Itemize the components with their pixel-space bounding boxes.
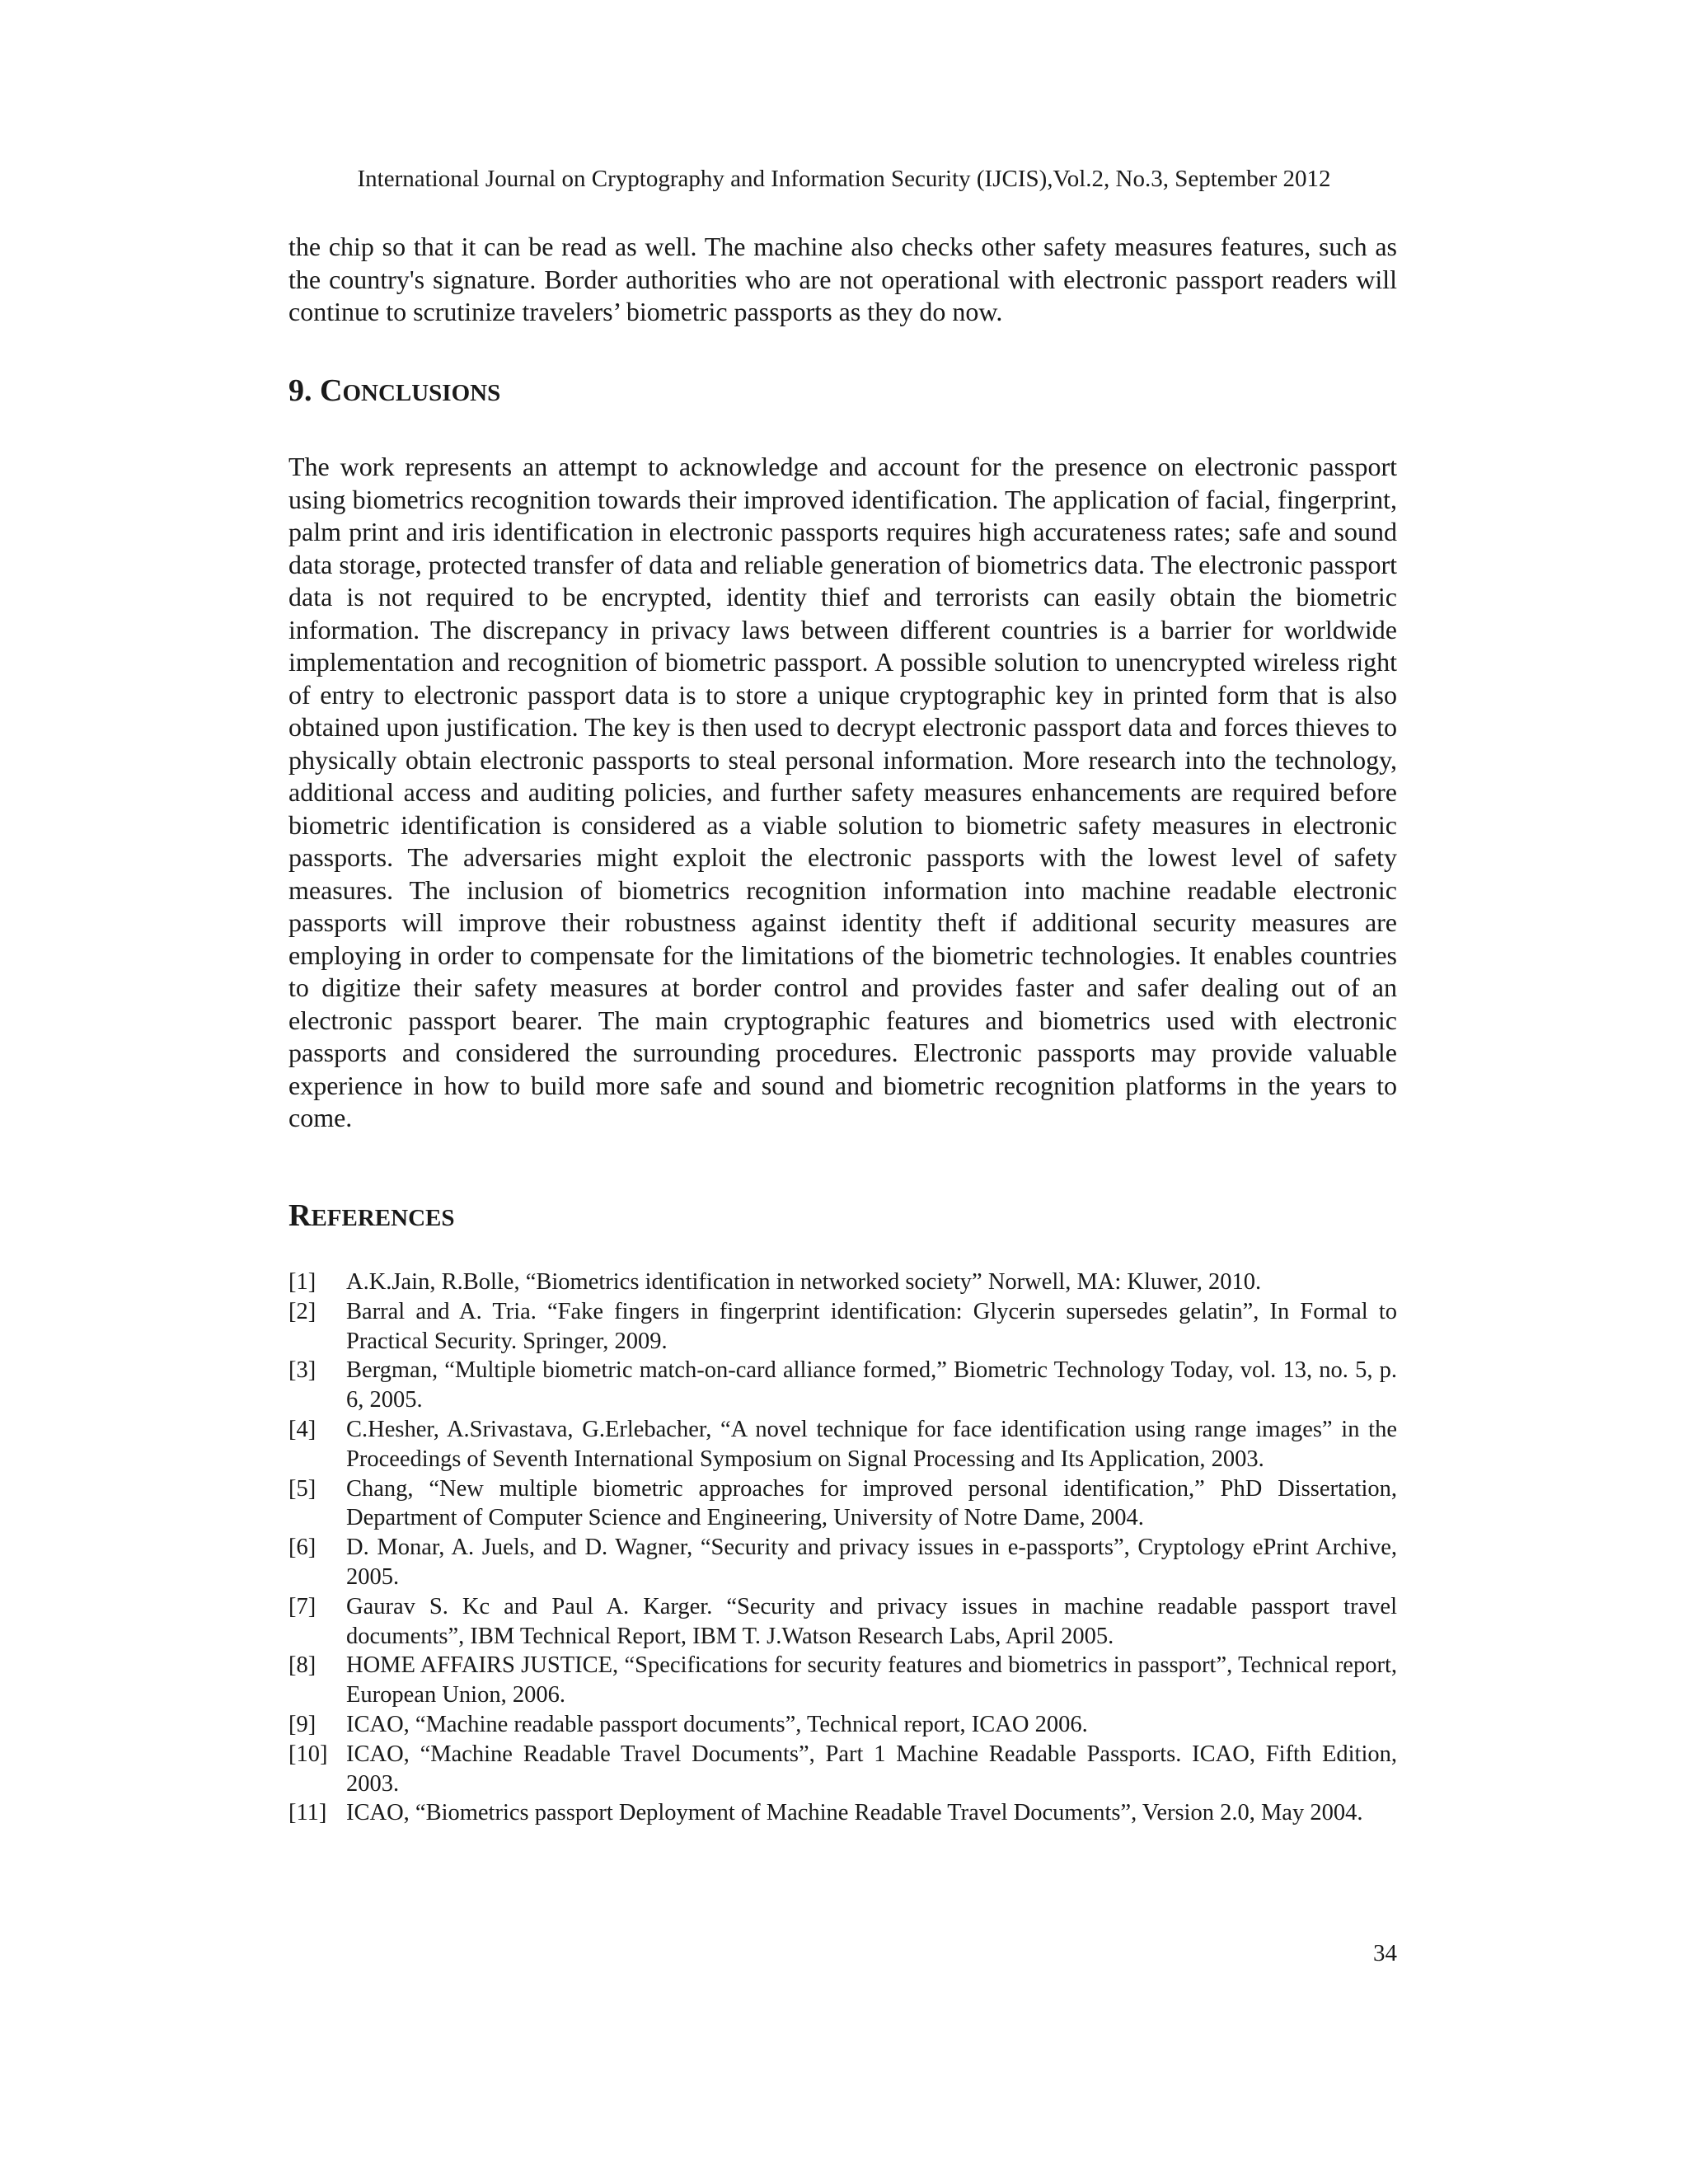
reference-number: [7]: [288, 1593, 316, 1619]
reference-text: ICAO, “Machine readable passport documents”, Technical report, ICAO 2006.: [346, 1711, 1088, 1737]
reference-item: [288, 1740, 1397, 1799]
reference-item: [288, 1297, 1397, 1357]
conclusions-heading-initial: C: [320, 373, 343, 408]
reference-item: [288, 1651, 1397, 1710]
reference-text: ICAO, “Machine Readable Travel Documents”, Part 1 Machine Readable Passports. ICAO, Fifth Edition, 2003.: [346, 1741, 1397, 1797]
intro-paragraph: the chip so that it can be read as well. The machine also checks other safety measures features, such as the country's signature. Border authorities who are not operational with electronic passport readers will continue to scrutinize travelers’ biometric passports as they do now.: [288, 232, 1397, 326]
references-heading-initial: R: [288, 1198, 312, 1233]
reference-number: [8]: [288, 1652, 316, 1679]
reference-item: [288, 1356, 1397, 1415]
reference-item: [288, 1592, 1397, 1652]
conclusions-paragraph: The work represents an attempt to acknowledge and account for the presence on electronic passport using biometrics recognition towards their improved identification. The application of facial, fingerprint, palm print and iris identification in electronic passports requires high accurateness rates; safe and sound data storage, protected transfer of data and reliable generation of biometrics data. The electronic passport data is not required to be encrypted, identity thief and terrorists can easily obtain the biometric information. The discrepancy in privacy laws between different countries is a barrier for worldwide implementation and recognition of biometric passport. A possible solution to unencrypted wireless right of entry to electronic passport data is to store a unique cryptographic key in printed form that is also obtained upon justification. The key is then used to decrypt electronic passport data and forces thieves to physically obtain electronic passports to steal personal information. More research into the technology, additional access and auditing policies, and further safety measures enhancements are required before biometric identification is considered as a viable solution to biometric safety measures in electronic passports. The adversaries might exploit the electronic passports with the lowest level of safety measures. The inclusion of biometrics recognition information into machine readable electronic passports will improve their robustness against identity theft if additional security measures are employing in order to compensate for the limitations of the biometric technologies. It enables countries to digitize their safety measures at border control and provides faster and safer dealing out of an electronic passport bearer. The main cryptographic features and biometrics used with electronic passports and considered the surrounding procedures. Electronic passports may provide valuable experience in how to build more safe and sound and biometric recognition platforms in the years to come.: [288, 452, 1397, 1132]
reference-item: [288, 1710, 1397, 1740]
page-number: 34: [1373, 1940, 1397, 1966]
reference-item: [288, 1415, 1397, 1474]
reference-text: D. Monar, A. Juels, and D. Wagner, “Security and privacy issues in e-passports”, Cryptology ePrint Archive, 2005.: [346, 1535, 1397, 1590]
reference-text: Chang, “New multiple biometric approaches for improved personal identification,” PhD Dissertation, Department of Computer Science and Engineering, University of Notre Dame, 2004.: [346, 1475, 1397, 1531]
conclusions-heading-rest: ONCLUSIONS: [342, 380, 501, 406]
reference-text: ICAO, “Biometrics passport Deployment of Machine Readable Travel Documents”, Version 2.0, May 2004.: [346, 1800, 1363, 1826]
reference-item: [288, 1798, 1397, 1828]
reference-number: [9]: [288, 1711, 316, 1737]
reference-text: C.Hesher, A.Srivastava, G.Erlebacher, “A novel technique for face identification using range images” in the Proceedings of Seventh International Symposium on Signal Processing and Its Application, 2003.: [346, 1416, 1397, 1472]
reference-number: [6]: [288, 1535, 316, 1561]
reference-text: A.K.Jain, R.Bolle, “Biometrics identification in networked society” Norwell, MA: Kluwer, 2010.: [346, 1269, 1262, 1295]
reference-text: Bergman, “Multiple biometric match-on-card alliance formed,” Biometric Technology Today, vol. 13, no. 5, p. 6, 2005.: [346, 1357, 1397, 1413]
reference-number: [10]: [288, 1741, 328, 1767]
reference-text: Gaurav S. Kc and Paul A. Karger. “Security and privacy issues in machine readable passport travel documents”, IBM Technical Report, IBM T. J.Watson Research Labs, April 2005.: [346, 1593, 1397, 1649]
reference-number: [5]: [288, 1475, 316, 1502]
references-heading-rest: EFERENCES: [311, 1205, 455, 1231]
reference-number: [11]: [288, 1800, 327, 1826]
conclusions-heading: [288, 373, 500, 411]
reference-number: [4]: [288, 1416, 316, 1442]
reference-list: [288, 1268, 1397, 1828]
reference-text: Barral and A. Tria. “Fake fingers in fingerprint identification: Glycerin supersedes gelatin”, In Formal to Practical Security. Springer, 2009.: [346, 1298, 1397, 1354]
running-header: International Journal on Cryptography and Information Security (IJCIS),Vol.2, No.3, September 2012: [357, 166, 1331, 192]
reference-item: [288, 1533, 1397, 1592]
reference-number: [3]: [288, 1357, 316, 1384]
reference-number: [2]: [288, 1298, 316, 1324]
reference-item: [288, 1474, 1397, 1534]
reference-number: [1]: [288, 1269, 316, 1295]
conclusions-heading-number: 9.: [288, 373, 320, 408]
references-heading: [288, 1197, 455, 1236]
reference-item: [288, 1268, 1397, 1297]
reference-text: HOME AFFAIRS JUSTICE, “Specifications for security features and biometrics in passport”, Technical report, European Union, 2006.: [346, 1652, 1397, 1708]
